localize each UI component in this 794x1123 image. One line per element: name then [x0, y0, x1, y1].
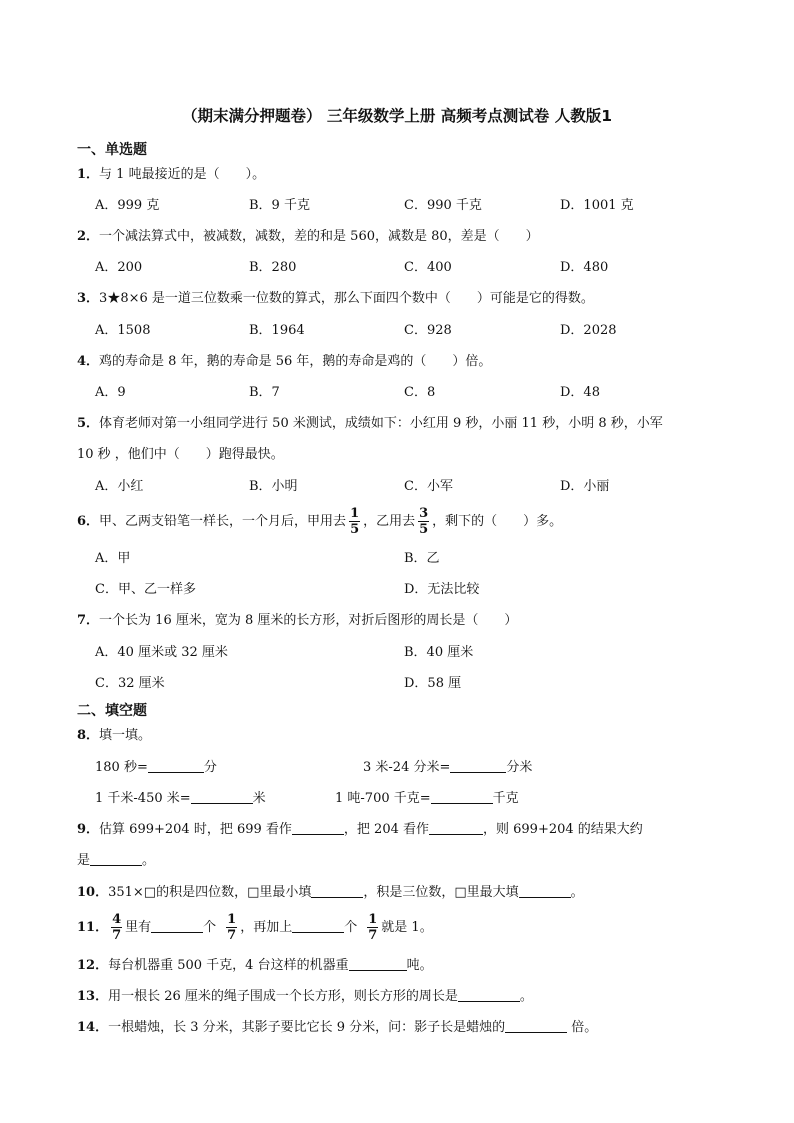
- section-heading-single-choice: 一、单选题: [77, 142, 147, 158]
- fraction-numerator: 3: [419, 506, 429, 521]
- question-number: 13．: [77, 989, 109, 1004]
- question-14: [77, 1019, 597, 1037]
- option-b: B．9 千克: [249, 198, 310, 213]
- answer-blank[interactable]: [349, 957, 407, 971]
- question-text: 一个长为 16 厘米，宽为 8 厘米的长方形，对折后图形的周长是（ ）: [99, 613, 518, 628]
- question-number: 14．: [77, 1020, 109, 1035]
- question-text: 用一根长 26 厘米的绳子围成一个长方形，则长方形的周长是: [108, 989, 458, 1004]
- conversion-item: [335, 790, 519, 808]
- fraction-denominator: 7: [112, 928, 122, 943]
- option-b: B．乙: [404, 551, 440, 566]
- question-6: [77, 505, 562, 539]
- option-c: C．928: [404, 323, 452, 338]
- answer-blank[interactable]: [519, 884, 571, 898]
- question-text: ，再加上: [240, 920, 293, 935]
- question-text: 。: [142, 853, 156, 868]
- option-d: D．小丽: [560, 479, 610, 494]
- option-d: D．480: [560, 260, 609, 275]
- option-d: D．2028: [560, 323, 617, 338]
- question-5: [77, 415, 663, 433]
- question-text: ，剩下的（ ）多。: [432, 514, 563, 529]
- option-c: C．8: [404, 385, 436, 400]
- question-number: 12．: [77, 958, 109, 973]
- fraction: [418, 506, 429, 537]
- option-a: A．甲: [95, 551, 131, 566]
- question-number: 4．: [77, 354, 100, 369]
- answer-blank[interactable]: [450, 759, 506, 773]
- question-number: 3．: [77, 291, 100, 306]
- conversion-item: [95, 790, 266, 808]
- fraction-numerator: 1: [350, 506, 360, 521]
- question-text: ，把 204 看作: [343, 822, 429, 837]
- question-7: [77, 612, 517, 630]
- question-number: 11．: [77, 920, 109, 935]
- fraction-numerator: 1: [368, 912, 378, 927]
- option-a: A．1508: [95, 323, 151, 338]
- option-c: C．990 千克: [404, 198, 482, 213]
- answer-blank[interactable]: [505, 1019, 567, 1033]
- option-b: B．1964: [249, 323, 305, 338]
- question-number: 6．: [77, 514, 100, 529]
- option-d: D．1001 克: [560, 198, 634, 213]
- item-unit: 千克: [492, 791, 519, 806]
- answer-blank[interactable]: [148, 759, 204, 773]
- question-text: 体育老师对第一小组同学进行 50 米测试，成绩如下：小红用 9 秒，小丽 11 秒，小明 8 秒，小军: [99, 416, 663, 431]
- section-heading-fill-in: 二、填空题: [77, 703, 147, 719]
- question-text: 甲、乙两支铅笔一样长，一个月后，甲用去: [99, 514, 347, 529]
- question-text: ，积是三位数，□里最大填: [363, 885, 519, 900]
- question-text: 就是 1。: [381, 920, 433, 935]
- option-a: A．999 克: [95, 198, 160, 213]
- fraction: [111, 912, 122, 943]
- question-text: 鸡的寿命是 8 年，鹅的寿命是 56 年，鹅的寿命是鸡的（ ）倍。: [99, 354, 492, 369]
- question-text: 每台机器重 500 千克，4 台这样的机器重: [108, 958, 349, 973]
- option-a: A．200: [95, 260, 143, 275]
- fraction-numerator: 1: [227, 912, 237, 927]
- option-c: C．甲、乙一样多: [95, 582, 196, 597]
- question-9: [77, 821, 643, 839]
- question-text: 填一填。: [99, 728, 152, 743]
- item-unit: 分: [203, 760, 217, 775]
- option-b: B．小明: [249, 479, 298, 494]
- question-number: 7．: [77, 613, 100, 628]
- fraction-denominator: 5: [419, 522, 429, 537]
- question-text: 是: [77, 853, 91, 868]
- option-d: D．48: [560, 385, 600, 400]
- question-13: [77, 988, 533, 1006]
- item-text: 3 米-24 分米=: [363, 760, 451, 775]
- question-10: [77, 884, 584, 902]
- answer-blank[interactable]: [151, 919, 203, 933]
- option-a: A．9: [95, 385, 126, 400]
- question-number: 10．: [77, 885, 109, 900]
- question-number: 9．: [77, 822, 100, 837]
- question-number: 5．: [77, 416, 100, 431]
- option-d: D．58 厘: [404, 676, 462, 691]
- question-text: 351×□的积是四位数，□里最小填: [108, 885, 312, 900]
- item-text: 1 千米-450 米=: [95, 791, 191, 806]
- answer-blank[interactable]: [90, 852, 142, 866]
- item-unit: 分米: [506, 760, 533, 775]
- answer-blank[interactable]: [431, 790, 493, 804]
- question-1: [77, 166, 265, 184]
- question-text: 个: [344, 920, 358, 935]
- fraction-numerator: 4: [112, 912, 122, 927]
- answer-blank[interactable]: [191, 790, 253, 804]
- fraction-denominator: 7: [227, 928, 237, 943]
- fraction-denominator: 5: [350, 522, 360, 537]
- answer-blank[interactable]: [292, 821, 344, 835]
- question-number: 8．: [77, 728, 100, 743]
- option-b: B．280: [249, 260, 297, 275]
- question-11: [77, 911, 433, 945]
- question-text: ，乙用去: [363, 514, 416, 529]
- question-text: 倍。: [567, 1020, 598, 1035]
- question-text: 与 1 吨最接近的是（ ）。: [99, 167, 266, 182]
- option-b: B．7: [249, 385, 280, 400]
- question-number: 2．: [77, 229, 100, 244]
- option-a: A．40 厘米或 32 厘米: [95, 645, 228, 660]
- fraction: [226, 912, 237, 943]
- question-text: 。: [519, 989, 533, 1004]
- page-title: （期末满分押题卷） 三年级数学上册 高频考点测试卷 人教版1: [182, 107, 612, 125]
- answer-blank[interactable]: [429, 821, 483, 835]
- question-text: 。: [570, 885, 584, 900]
- answer-blank[interactable]: [458, 988, 520, 1002]
- question-9-continued: [77, 852, 155, 870]
- question-3: [77, 290, 594, 308]
- question-12: [77, 957, 433, 975]
- item-unit: 米: [252, 791, 266, 806]
- option-c: C．400: [404, 260, 452, 275]
- answer-blank[interactable]: [311, 884, 363, 898]
- option-d: D．无法比较: [404, 582, 480, 597]
- question-2: [77, 228, 539, 246]
- question-text: 一根蜡烛，长 3 分米，其影子要比它长 9 分米，问：影子长是蜡烛的: [108, 1020, 506, 1035]
- question-text: 一个减法算式中，被减数，减数，差的和是 560，减数是 80，差是（ ）: [99, 229, 539, 244]
- fraction: [367, 912, 378, 943]
- option-c: C．32 厘米: [95, 676, 165, 691]
- question-text: 里有: [125, 920, 152, 935]
- fraction: [349, 506, 360, 537]
- option-a: A．小红: [95, 479, 144, 494]
- conversion-item: [95, 759, 217, 777]
- question-text: 个: [203, 920, 217, 935]
- option-b: B．40 厘米: [404, 645, 474, 660]
- item-text: 180 秒=: [95, 760, 148, 775]
- question-5-continued: 10 秒 ，他们中（ ）跑得最快。: [77, 447, 284, 462]
- question-text: ，则 699+204 的结果大约: [483, 822, 643, 837]
- item-text: 1 吨-700 千克=: [335, 791, 431, 806]
- fraction-denominator: 7: [368, 928, 378, 943]
- question-text: 估算 699+204 时，把 699 看作: [99, 822, 292, 837]
- conversion-item: [363, 759, 532, 777]
- question-text: 3★8×6 是一道三位数乘一位数的算式，那么下面四个数中（ ）可能是它的得数。: [99, 291, 594, 306]
- option-c: C．小军: [404, 479, 453, 494]
- question-8: [77, 727, 151, 745]
- answer-blank[interactable]: [292, 919, 344, 933]
- question-4: [77, 353, 491, 371]
- question-number: 1．: [77, 167, 100, 182]
- question-text: 吨。: [406, 958, 433, 973]
